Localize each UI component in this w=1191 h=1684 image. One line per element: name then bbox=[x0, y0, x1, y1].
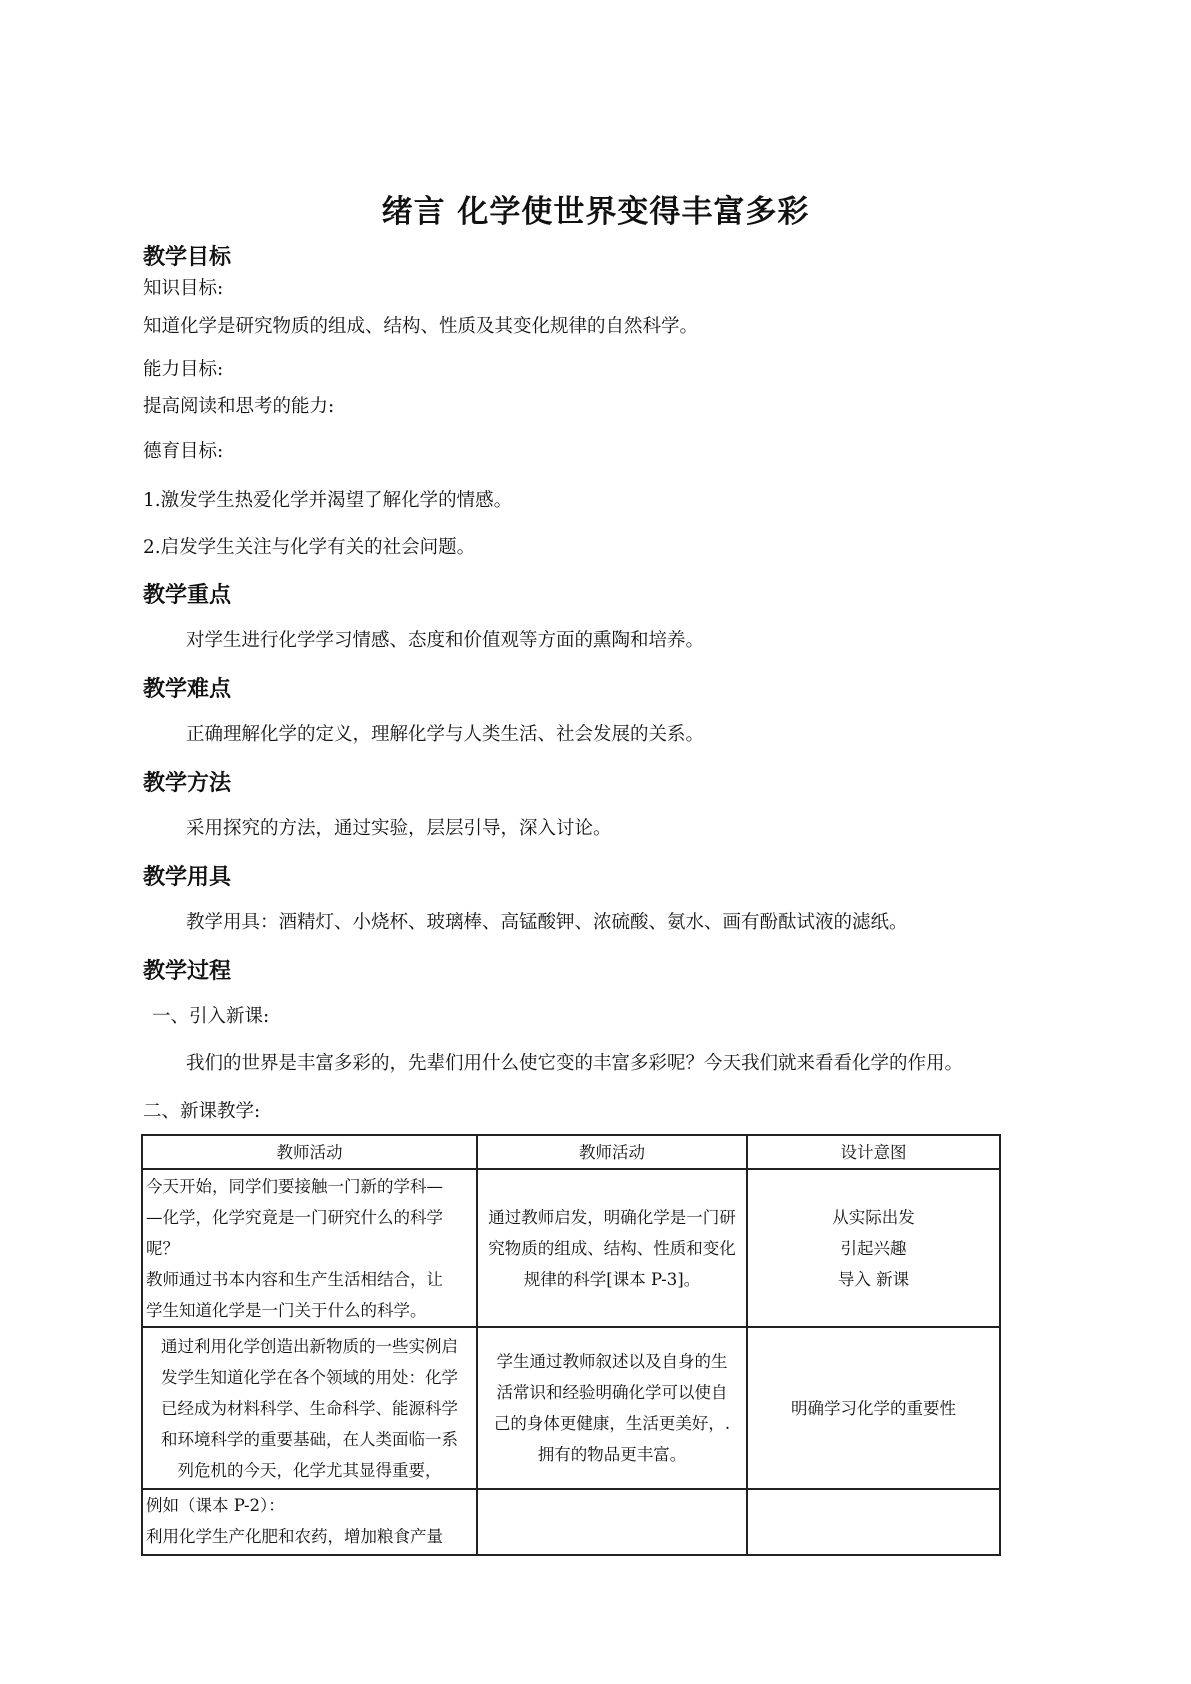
cell-line: 学生通过教师叙述以及自身的生 bbox=[496, 1352, 728, 1371]
ability-label: 能力目标: bbox=[143, 359, 224, 380]
table-cell bbox=[747, 1169, 1000, 1327]
cell-line: 明确学习化学的重要性 bbox=[791, 1398, 956, 1418]
table-row bbox=[142, 1489, 1000, 1555]
cell-line: 引起兴趣 bbox=[840, 1238, 907, 1258]
key-text: 对学生进行化学学习情感、态度和价值观等方面的熏陶和培养。 bbox=[186, 630, 705, 651]
cell-line: 例如（课本 P-2）： bbox=[146, 1496, 285, 1515]
table-cell bbox=[477, 1169, 747, 1327]
cell-line: 究物质的组成、结构、性质和变化 bbox=[488, 1238, 736, 1258]
cell-line: 通过利用化学创造出新物质的一些实例启 bbox=[161, 1336, 458, 1356]
table-header: 设计意图 bbox=[747, 1135, 1000, 1169]
difficult-text: 正确理解化学的定义，理解化学与人类生活、社会发展的关系。 bbox=[186, 724, 705, 745]
method-text: 采用探究的方法，通过实验，层层引导，深入讨论。 bbox=[186, 818, 612, 839]
table-row bbox=[142, 1327, 1000, 1489]
table-cell bbox=[142, 1489, 477, 1555]
cell-line: 利用化学生产化肥和农药，增加粮食产量 bbox=[146, 1527, 443, 1546]
moral-label: 德育目标: bbox=[143, 441, 224, 462]
cell-line: 教师通过书本内容和生产生活相结合，让 bbox=[146, 1269, 443, 1289]
cell-line: 规律的科学[课本 P-3]。 bbox=[523, 1269, 701, 1289]
cell-line: 呢？ bbox=[146, 1238, 179, 1258]
cell-line: 通过教师启发，明确化学是一门研 bbox=[488, 1207, 736, 1227]
lesson-table bbox=[141, 1134, 1001, 1556]
table-cell bbox=[747, 1327, 1000, 1489]
cell-line: —化学，化学究竟是一门研究什么的科学 bbox=[146, 1207, 443, 1227]
cell-line: 导入 新课 bbox=[837, 1269, 910, 1289]
cell-line: 拥有的物品更丰富。 bbox=[537, 1445, 687, 1464]
tools-heading: 教学用具 bbox=[143, 865, 232, 890]
moral-goal-1: 1.激发学生热爱化学并渴望了解化学的情感。 bbox=[143, 490, 513, 511]
moral-goal-2: 2.启发学生关注与化学有关的社会问题。 bbox=[143, 537, 476, 558]
table-cell bbox=[477, 1327, 747, 1489]
process-heading: 教学过程 bbox=[143, 959, 232, 984]
cell-line: 从实际出发 bbox=[832, 1207, 915, 1227]
cell-line: 活常识和经验明确化学可以使自 bbox=[496, 1383, 728, 1402]
difficult-heading: 教学难点 bbox=[143, 677, 232, 702]
knowledge-text: 知道化学是研究物质的组成、结构、性质及其变化规律的自然科学。 bbox=[143, 316, 699, 337]
method-heading: 教学方法 bbox=[143, 771, 232, 796]
goals-heading: 教学目标 bbox=[143, 245, 232, 270]
table-cell bbox=[142, 1169, 477, 1327]
key-heading: 教学重点 bbox=[143, 583, 232, 608]
table-cell bbox=[142, 1327, 477, 1489]
page-title: 绪言 化学使世界变得丰富多彩 bbox=[381, 194, 810, 230]
intro-label: 一、引入新课: bbox=[152, 1006, 270, 1027]
tools-text: 教学用具：酒精灯、小烧杯、玻璃棒、高锰酸钾、浓硫酸、氨水、画有酚酞试液的滤纸。 bbox=[186, 912, 908, 933]
cell-line: 和环境科学的重要基础，在人类面临一系 bbox=[161, 1429, 458, 1449]
cell-line: 今天开始，同学们要接触一门新的学科— bbox=[146, 1176, 443, 1196]
new-lesson-label: 二、新课教学: bbox=[143, 1101, 261, 1122]
ability-text: 提高阅读和思考的能力: bbox=[143, 396, 335, 417]
cell-line: 发学生知道化学在各个领域的用处：化学 bbox=[161, 1367, 458, 1387]
cell-line: 已经成为材料科学、生命科学、能源科学 bbox=[161, 1398, 458, 1418]
table-header: 教师活动 bbox=[142, 1135, 477, 1169]
cell-line: 学生知道化学是一门关于什么的科学。 bbox=[146, 1300, 427, 1320]
intro-text: 我们的世界是丰富多彩的，先辈们用什么使它变的丰富多彩呢？今天我们就来看看化学的作用。 bbox=[186, 1053, 964, 1074]
cell-line: 己的身体更健康，生活更美好，. bbox=[493, 1414, 731, 1433]
table-header-row bbox=[142, 1135, 1000, 1169]
knowledge-label: 知识目标: bbox=[143, 278, 224, 299]
cell-line: 列危机的今天，化学尤其显得重要， bbox=[177, 1460, 442, 1480]
table-header: 教师活动 bbox=[477, 1135, 747, 1169]
table-cell bbox=[747, 1489, 1000, 1555]
table-row bbox=[142, 1169, 1000, 1327]
table-cell bbox=[477, 1489, 747, 1555]
